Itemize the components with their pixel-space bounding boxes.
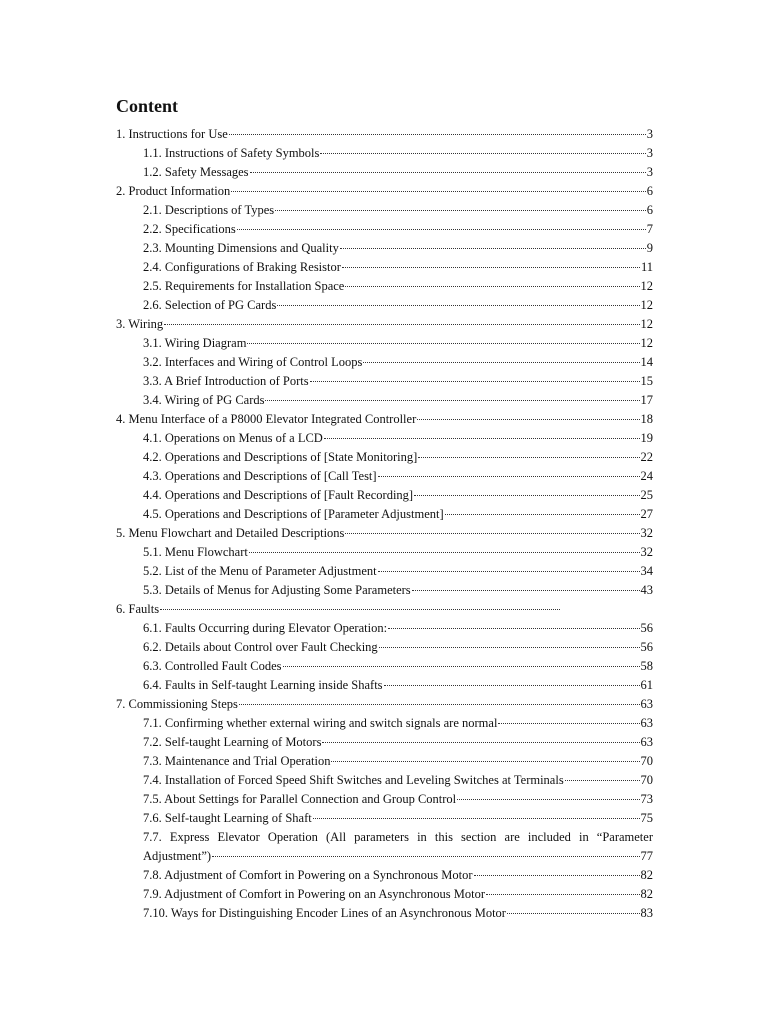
toc-entry[interactable] [116,391,653,410]
dot-leader [486,894,640,895]
toc-entry[interactable] [116,410,653,429]
toc-title: Content [116,96,178,116]
dot-leader [507,913,640,914]
toc-entry-page: 70 [640,754,653,768]
dot-leader [231,191,646,192]
toc-entry[interactable] [116,828,653,847]
dot-leader [417,419,639,420]
toc-entry-text: 6.1. Faults Occurring during Elevator Operation: [143,621,388,635]
toc-entry-text: 5. Menu Flowchart and Detailed Descriptions [116,526,345,540]
dot-leader [320,153,645,154]
toc-entry-text: 4.2. Operations and Descriptions of [State Monitoring] [143,450,418,464]
toc-entry[interactable] [116,448,653,467]
dot-leader [237,229,646,230]
toc-entry-page: 43 [640,583,653,597]
toc-entry[interactable] [116,182,653,201]
toc-entry-page: 56 [640,640,653,654]
toc-entry-text: 6.4. Faults in Self-taught Learning inside Shafts [143,678,383,692]
toc-entry-text: 7.8. Adjustment of Comfort in Powering on a Synchronous Motor [143,868,473,882]
toc-entry[interactable] [116,277,653,296]
dot-leader [384,685,640,686]
toc-entry-text: 3.2. Interfaces and Wiring of Control Loops [143,355,363,369]
toc-entry-text: 4.1. Operations on Menus of a LCD [143,431,323,445]
toc-entry[interactable] [116,790,653,809]
toc-entry[interactable] [116,296,653,315]
toc-entry-page: 6 [646,203,653,217]
toc-entry-page: 18 [640,412,653,426]
toc-entry-text: 7.9. Adjustment of Comfort in Powering on an Asynchronous Motor [143,887,485,901]
toc-entry-page: 3 [646,146,653,160]
toc-entry-page: 75 [640,811,653,825]
toc-entry-text: 6.2. Details about Control over Fault Checking [143,640,378,654]
dot-leader [388,628,639,629]
toc-entry[interactable] [116,562,653,581]
toc-entry-text: 4. Menu Interface of a P8000 Elevator Integrated Controller [116,412,417,426]
dot-leader [378,476,640,477]
toc-entry-text: 7.2. Self-taught Learning of Motors [143,735,322,749]
toc-entry-page: 6 [646,184,653,198]
dot-leader [331,761,639,762]
toc-entry[interactable] [116,429,653,448]
toc-entry-page: 19 [640,431,653,445]
dot-leader [418,457,639,458]
toc-entry-page: 17 [640,393,653,407]
dot-leader [277,305,639,306]
toc-entry-text: 7.6. Self-taught Learning of Shaft [143,811,312,825]
toc-entry-page: 12 [640,317,653,331]
toc-entry-page: 12 [640,298,653,312]
toc-entry[interactable] [116,543,653,562]
dot-leader [265,400,639,401]
toc-entry-page: 32 [640,545,653,559]
toc-entry-page: 56 [640,621,653,635]
toc-entry[interactable] [116,809,653,828]
toc-entry-text: 3. Wiring [116,317,164,331]
toc-entry[interactable] [116,885,653,904]
toc-entry-text: 2.5. Requirements for Installation Space [143,279,345,293]
toc-entry-page: 14 [640,355,653,369]
toc-entry[interactable] [116,372,653,391]
dot-leader [378,571,640,572]
toc-entry[interactable] [116,600,653,619]
toc-entry-page: 61 [640,678,653,692]
toc-entry-text: 2.2. Specifications [143,222,236,236]
toc-entry-text: 7.5. About Settings for Parallel Connection and Group Control [143,792,457,806]
toc-entry-text: 4.4. Operations and Descriptions of [Fault Recording] [143,488,414,502]
toc-entry-page: 11 [640,260,653,274]
toc-entry-text: 7.4. Installation of Forced Speed Shift Switches and Leveling Switches at Terminals [143,773,564,787]
toc-entry[interactable] [116,505,653,524]
dot-leader [212,856,639,857]
toc-entry-page: 7 [646,222,653,236]
toc-entry-page: 73 [640,792,653,806]
toc-entry[interactable] [116,866,653,885]
dot-leader [247,343,639,344]
toc-entry[interactable] [116,353,653,372]
dot-leader [345,286,639,287]
dot-leader [275,210,646,211]
toc-entry[interactable] [116,486,653,505]
toc-entry-text: 5.3. Details of Menus for Adjusting Some Parameters [143,583,411,597]
dot-leader [229,134,646,135]
toc-entry[interactable] [116,904,653,923]
dot-leader [160,609,560,610]
toc-entry[interactable] [116,619,653,638]
toc-entry-page: 3 [646,127,653,141]
dot-leader [498,723,639,724]
toc-entry[interactable] [116,524,653,543]
toc-entry-page: 9 [646,241,653,255]
dot-leader [445,514,640,515]
toc-entry-text: Adjustment”) [143,849,212,863]
toc-entry-text: 7.1. Confirming whether external wiring and switch signals are normal [143,716,498,730]
toc-entry-text: 1.1. Instructions of Safety Symbols [143,146,320,160]
dot-leader [379,647,640,648]
toc-entry[interactable] [116,239,653,258]
toc-entry-text: 2.4. Configurations of Braking Resistor [143,260,341,274]
toc-entry-text: 1. Instructions for Use [116,127,228,141]
toc-entry-page: 63 [640,716,653,730]
toc-entry-page: 24 [640,469,653,483]
toc-entry-page: 12 [640,336,653,350]
toc-entry-page: 34 [640,564,653,578]
toc-entry-page: 83 [640,906,653,920]
toc-entry-text: 7.10. Ways for Distinguishing Encoder Lines of an Asynchronous Motor [143,906,506,920]
toc-entry-text: 5.2. List of the Menu of Parameter Adjustment [143,564,377,578]
toc-entry[interactable] [116,334,653,353]
toc-entry-text: 5.1. Menu Flowchart [143,545,248,559]
toc-entry-page: 32 [640,526,653,540]
toc-entry-text: 2.3. Mounting Dimensions and Quality [143,241,339,255]
toc-entry[interactable] [116,771,653,790]
toc-entry-page: 27 [640,507,653,521]
dot-leader [414,495,639,496]
dot-leader [164,324,639,325]
toc-entry[interactable] [116,657,653,676]
toc-entry[interactable] [116,714,653,733]
dot-leader [283,666,640,667]
dot-leader [474,875,640,876]
dot-leader [324,438,640,439]
dot-leader [345,533,639,534]
toc-entry[interactable] [116,638,653,657]
dot-leader [457,799,639,800]
toc-entry-page: 63 [640,735,653,749]
dot-leader [322,742,639,743]
toc-entry-text: 2.6. Selection of PG Cards [143,298,277,312]
toc-entry-page: 58 [640,659,653,673]
toc-entry-text: 7.7. Express Elevator Operation (All parameters in this section are included in “Parameter [143,830,653,844]
toc-entry-continuation[interactable] [116,847,653,866]
dot-leader [249,552,640,553]
toc-entry-text: 6.3. Controlled Fault Codes [143,659,282,673]
toc-entry-page: 82 [640,868,653,882]
toc-entry[interactable] [116,258,653,277]
toc-entry-page: 63 [640,697,653,711]
toc-entry[interactable] [116,752,653,771]
toc-entry[interactable] [116,315,653,334]
toc-entry-page: 82 [640,887,653,901]
toc-entry-text: 4.3. Operations and Descriptions of [Call Test] [143,469,377,483]
toc-entry-text: 7. Commissioning Steps [116,697,238,711]
dot-leader [340,248,646,249]
toc-entry-page: 15 [640,374,653,388]
toc-entry[interactable] [116,220,653,239]
toc-entry[interactable] [116,163,653,182]
dot-leader [310,381,640,382]
dot-leader [565,780,640,781]
toc-entry[interactable] [116,201,653,220]
dot-leader [250,172,646,173]
toc-entry[interactable] [116,733,653,752]
toc-entry-text: 1.2. Safety Messages [143,165,249,179]
toc-entry-text: 3.4. Wiring of PG Cards [143,393,265,407]
toc-entry-text: 2.1. Descriptions of Types [143,203,275,217]
toc-entry-page: 70 [640,773,653,787]
toc-entry-page: 12 [640,279,653,293]
toc-entry-text: 7.3. Maintenance and Trial Operation [143,754,331,768]
toc-entry-text: 3.1. Wiring Diagram [143,336,247,350]
toc-entry[interactable] [116,144,653,163]
dot-leader [363,362,639,363]
toc-entry-text: 2. Product Information [116,184,231,198]
toc-entry[interactable] [116,581,653,600]
toc-entry-page: 77 [640,849,653,863]
toc-entry[interactable] [116,467,653,486]
toc-entry[interactable] [116,695,653,714]
toc-entry[interactable] [116,125,653,144]
dot-leader [342,267,640,268]
toc-entry-page: 25 [640,488,653,502]
toc-entry-text: 4.5. Operations and Descriptions of [Parameter Adjustment] [143,507,444,521]
dot-leader [239,704,640,705]
toc-entry-page: 3 [646,165,653,179]
dot-leader [313,818,640,819]
toc-entry[interactable] [116,676,653,695]
toc-entry-text: 3.3. A Brief Introduction of Ports [143,374,309,388]
toc-entry-text: 6. Faults [116,602,160,616]
dot-leader [412,590,640,591]
toc-list [116,125,653,923]
toc-entry-page: 22 [640,450,653,464]
